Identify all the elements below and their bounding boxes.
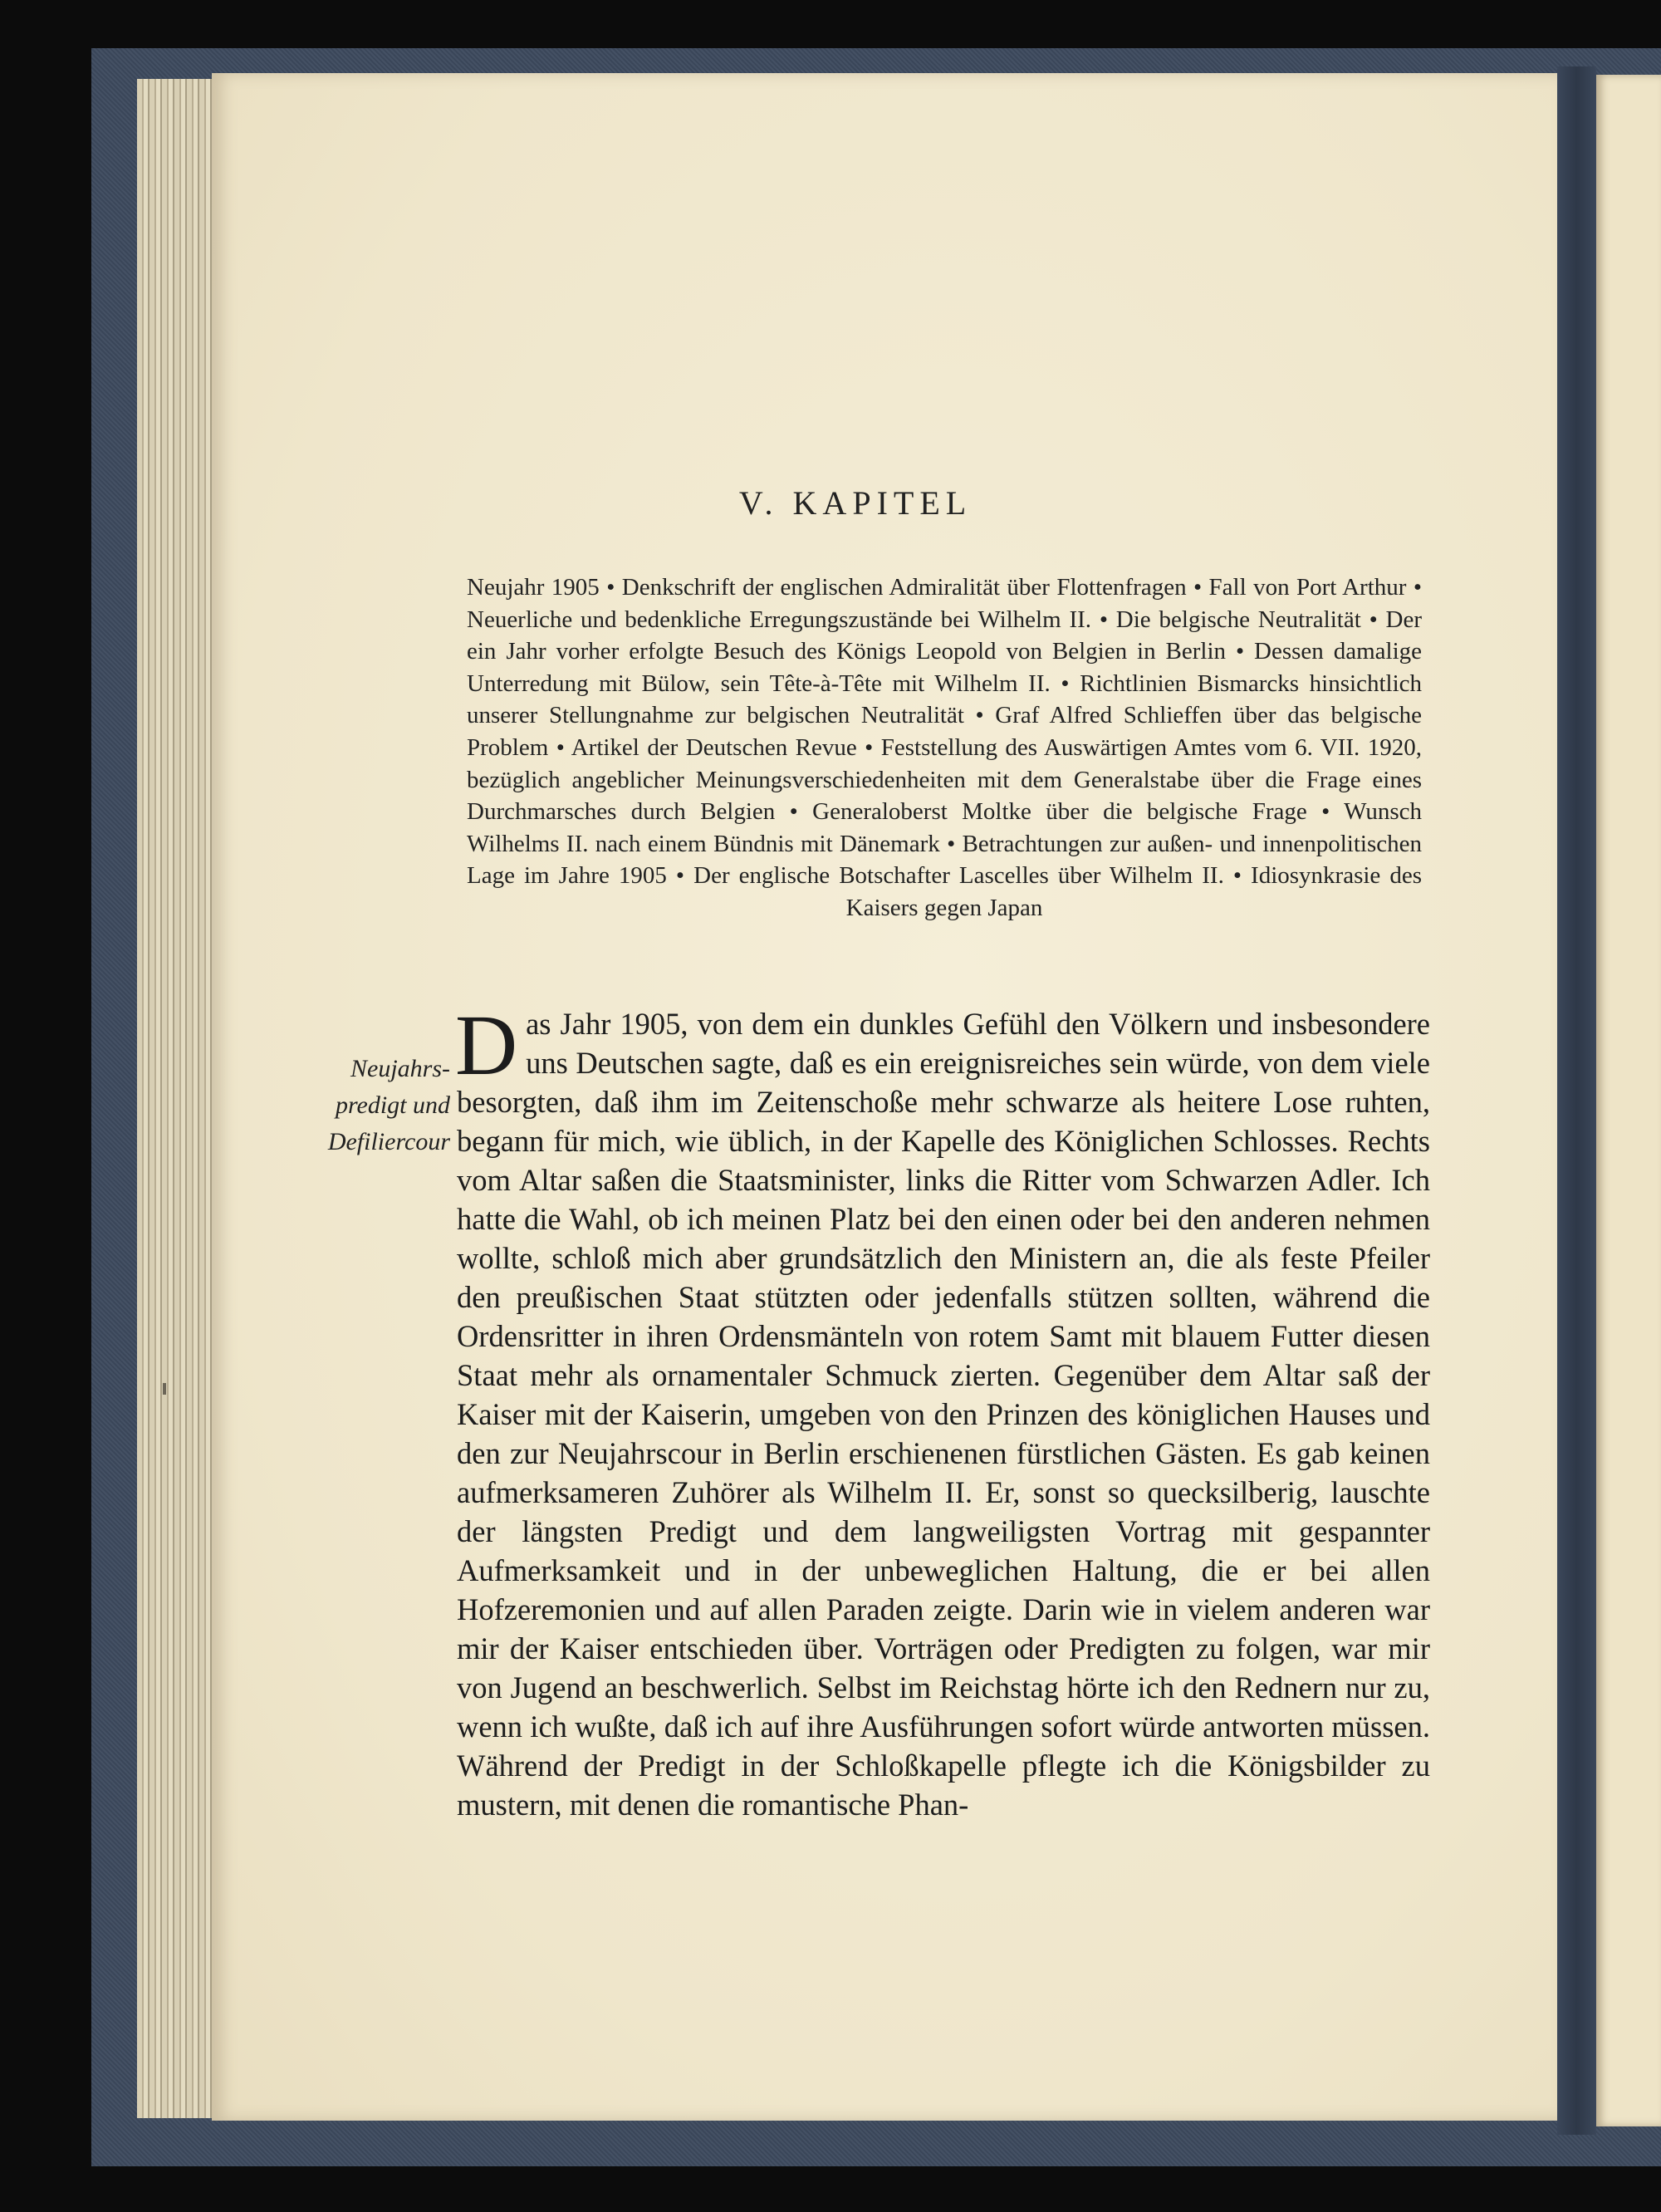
chapter-title: V. KAPITEL	[738, 484, 973, 522]
drop-cap-initial: D	[455, 998, 518, 1093]
chapter-summary: Neujahr 1905 • Denkschrift der englischen Admiralität über Flottenfragen • Fall von Port Arthur • Neuerliche und bedenkliche Erregungszustände bei Wilhelm II. • Die belgische Neutralität • Der ein Jahr vorher erfolgte Besuch des Königs Leopold von Belgien in Berlin • Dessen damalige Unterredung mit Bülow, sein Tête-à-Tête mit Wilhelm II. • Richtlinien Bismarcks hinsichtlich unserer Stellungnahme zur belgischen Neutralität • Graf Alfred Schlieffen über das belgische Problem • Artikel der Deutschen Revue • Feststellung des Auswärtigen Amtes vom 6. VII. 1920, bezüglich angeblicher Meinungsverschiedenheiten mit dem Generalstabe über die Frage eines Durchmarsches durch Belgien • Generaloberst Moltke über die belgische Frage • Wunsch Wilhelms II. nach einem Bündnis mit Dänemark • Betrachtungen zur außen- und innenpolitischen Lage im Jahre 1905 • Der englische Botschafter Lascelles über Wilhelm II. • Idiosynkrasie des Kaisers gegen Japan	[467, 574, 1422, 921]
body-text: as Jahr 1905, von dem ein dunkles Gefühl den Völkern und insbesondere uns Deutschen sagte, daß es ein ereignisreiches sein würde, von dem viele besorgten, daß ihm im Zeitenschoße mehr schwarze als heitere Lose ruhten, begann für mich, wie üblich, in der Kapelle des Königlichen Schlosses. Rechts vom Altar saßen die Staatsminister, links die Ritter vom Schwarzen Adler. Ich hatte die Wahl, ob ich meinen Platz bei den einen oder bei den anderen nehmen wollte, schloß mich aber grundsätzlich den Ministern an, die als feste Pfeiler den preußischen Staat stützten oder jedenfalls stützen sollten, während die Ordensritter in ihren Ordensmänteln von rotem Samt mit blauem Futter diesen Staat mehr als ornamentaler Schmuck zierten. Gegenüber dem Altar saß der Kaiser mit der Kaiserin, umgeben von den Prinzen des königlichen Hauses und den zur Neujahrscour in Berlin erschienenen fürstlichen Gästen. Es gab keinen aufmerksameren Zuhörer als Wilhelm II. Er, sonst so quecksilberig, lauschte der längsten Predigt und dem langweiligsten Vortrag mit gespannter Aufmerksamkeit und in der unbeweglichen Haltung, die er bei allen Hofzeremonien und auf allen Paraden zeigte. Darin wie in vielem anderen war mir der Kaiser entschieden über. Vorträgen oder Predigten zu folgen, war mir von Jugend an beschwerlich. Selbst im Reichstag hörte ich den Rednern nur zu, wenn ich wußte, daß ich auf ihre Ausführungen sofort würde antworten müssen. Während der Predigt in der Schloßkapelle pflegte ich die Königsbilder zu mustern, mit denen die romantische Phan-	[457, 1007, 1430, 1822]
book-gutter	[1557, 66, 1596, 2135]
marginal-note-line: Defiliercour	[327, 1128, 450, 1155]
page-edge-mark	[163, 1383, 166, 1395]
marginal-note	[287, 1051, 450, 1160]
marginal-note-line: Neujahrs-	[350, 1055, 450, 1082]
body-paragraph	[455, 998, 1430, 1824]
adjacent-page-edge	[1596, 75, 1661, 2126]
marginal-note-line: predigt und	[335, 1091, 450, 1119]
